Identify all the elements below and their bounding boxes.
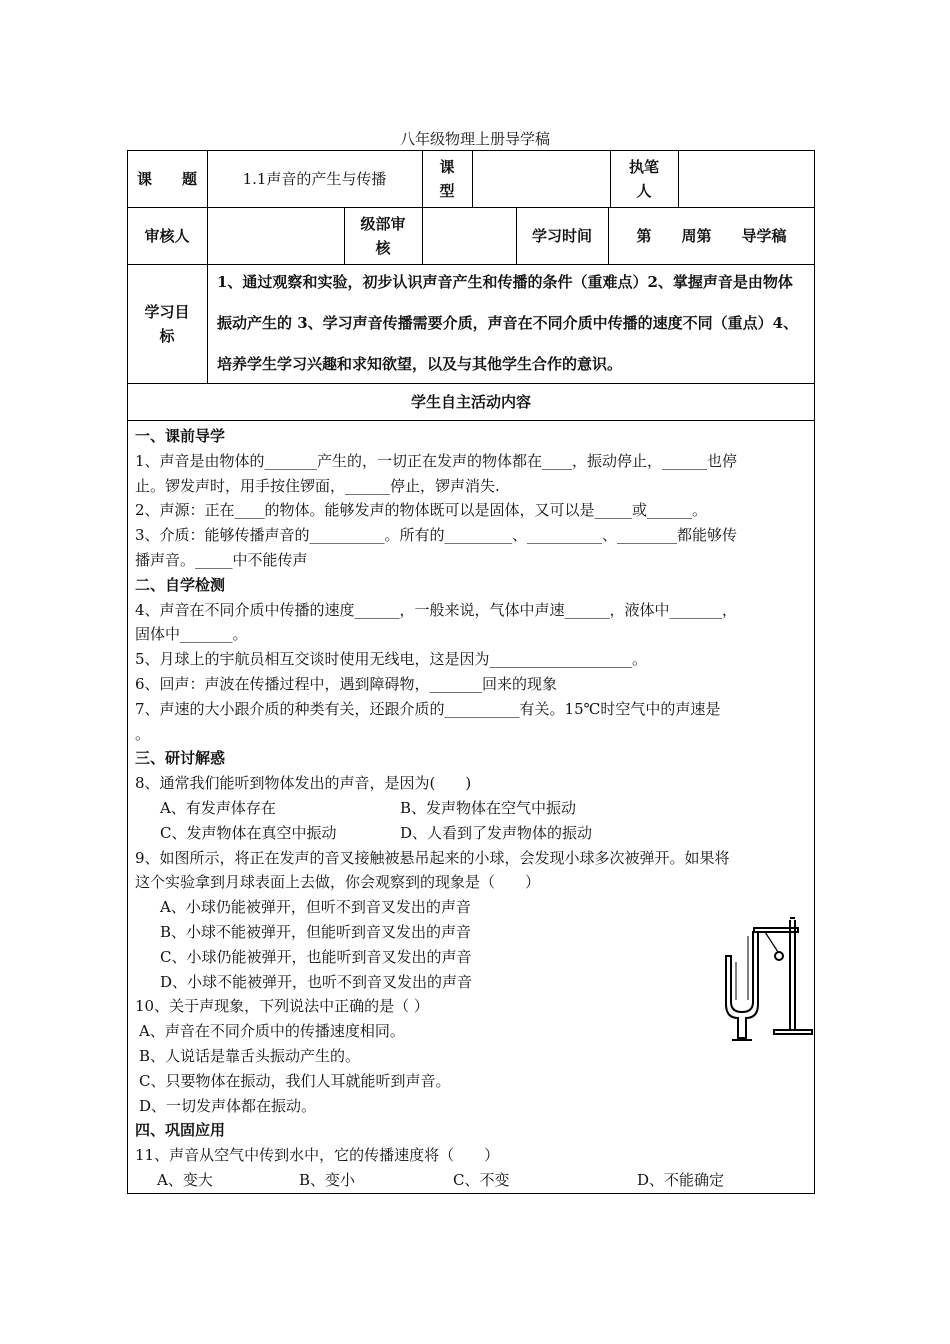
q11-option-d: D、不能确定 [637,1170,725,1189]
text-line: 。 [135,724,151,743]
q11-option-a: A、变大 [157,1170,213,1189]
q9-option-a: A、小球仍能被弹开，但听不到音叉发出的声音 [160,898,471,917]
q8-option-b: B、发声物体在空气中振动 [400,798,577,817]
text-line: 7、声速的大小跟介质的种类有关，还跟介质的__________有关。15℃时空气中的声速是 [135,699,721,718]
q10-option-b: B、人说话是靠舌头振动产生的。 [139,1046,361,1065]
section-heading: 四、巩固应用 [135,1121,226,1140]
q10-option-c: C、只要物体在振动，我们人耳就能听到声音。 [139,1071,451,1090]
question-9: 9、如图所示，将正在发声的音叉接触被悬吊起来的小球，会发现小球多次被弹开。如果将 [135,848,730,867]
question-9-cont: 这个实验拿到月球表面上去做，你会观察到的现象是（ ） [135,873,541,892]
study-time-label: 学习时间 [531,226,592,245]
pendulum-ball [775,952,783,960]
pendulum-string [765,932,778,952]
row-divider [127,420,815,421]
text-line: 5、月球上的宇航员相互交谈时使用无线电，这是因为___________________。 [135,650,648,669]
type-label [422,150,472,207]
section-heading: 三、研讨解惑 [135,749,226,768]
question-10: 10、关于声现象，下列说法中正确的是（ ） [135,997,429,1016]
dept-review-label-text: 级部审核 [360,214,406,257]
text-line: 止。锣发声时，用手按住锣面，______停止，锣声消失. [135,476,500,495]
fork-inner-line [736,936,748,1000]
q8-option-a: A、有发声体存在 [160,798,276,817]
author-value[interactable] [678,150,815,207]
q8-options-row [135,796,810,821]
goals-label [127,264,207,383]
q8-option-c: C、发声物体在真空中振动 [160,823,337,842]
page-title: 八年级物理上册导学稿 [399,130,550,148]
q9-option-c: C、小球仍能被弹开，也能听到音叉发出的声音 [160,947,472,966]
text-line: 4、声音在不同介质中传播的速度______，一般来说，气体中声速______，液体中_______， [135,600,738,619]
goals-label-text: 学习目标 [144,302,190,345]
author-label-text: 执笔人 [628,157,659,200]
reviewer-value[interactable] [207,207,344,264]
text-line: 播声音。_____中不能传声 [135,550,308,569]
q11-options-row [135,1168,810,1193]
goals-text: 1、通过观察和实验，初步认识声音产生和传播的条件（重难点）2、掌握声音是由物体振动产生的 3、学习声音传播需要介质，声音在不同介质中传播的速度不同（重点）4、培养学生学习兴趣和求知欲望，以及与其他学生合作的意识。 [217,273,799,373]
type-value[interactable] [472,150,610,207]
text-line: 6、回声：声波在传播过程中，遇到障碍物，_______回来的现象 [135,674,558,693]
stand-arm [754,928,798,932]
text-line: 固体中_______。 [135,625,248,644]
section-heading: 一、课前导学 [135,427,226,445]
q10-option-d: D、一切发声体都在振动。 [139,1096,317,1115]
q9-option-d: D、小球不能被弹开，也听不到音叉发出的声音 [160,972,473,991]
question-8: 8、通常我们能听到物体发出的声音，是因为( ) [135,774,472,793]
text-line: 1、声音是由物体的_______产生的，一切正在发声的物体都在____，振动停止，______也停 [135,451,738,470]
tuning-fork-figure [718,912,818,1042]
topic-label: 课 题 [136,169,197,188]
type-label-text: 课型 [439,157,455,200]
q9-option-b: B、小球不能被弹开，但能听到音叉发出的声音 [160,922,472,941]
question-11: 11、声音从空气中传到水中，它的传播速度将（ ） [135,1146,500,1165]
q8-options-row [135,821,810,846]
q11-option-b: B、变小 [299,1170,356,1189]
dept-review-value[interactable] [422,207,516,264]
reviewer-label: 审核人 [144,226,190,245]
stand-pole [790,920,795,1030]
q10-option-a: A、声音在不同介质中的传播速度相同。 [139,1022,405,1041]
section-heading: 二、自学检测 [135,575,226,594]
author-label [610,150,678,207]
stand-base [774,1030,812,1034]
topic-value: 1.1声音的产生与传播 [242,169,387,188]
q11-option-c: C、不变 [453,1170,510,1189]
text-line: 3、介质：能够传播声音的__________。所有的_________、__________、________都能够传 [135,526,738,545]
dept-review-label [344,207,422,264]
study-time-value: 第 周第 导学稿 [636,226,787,245]
activity-content [135,424,810,1193]
text-line: 2、声源：正在____的物体。能够发声的物体既可以是固体，又可以是_____或______。 [135,501,708,520]
activity-heading: 学生自主活动内容 [410,392,531,411]
tuning-fork [726,932,758,1038]
q8-option-d: D、人看到了发声物体的振动 [400,823,593,842]
